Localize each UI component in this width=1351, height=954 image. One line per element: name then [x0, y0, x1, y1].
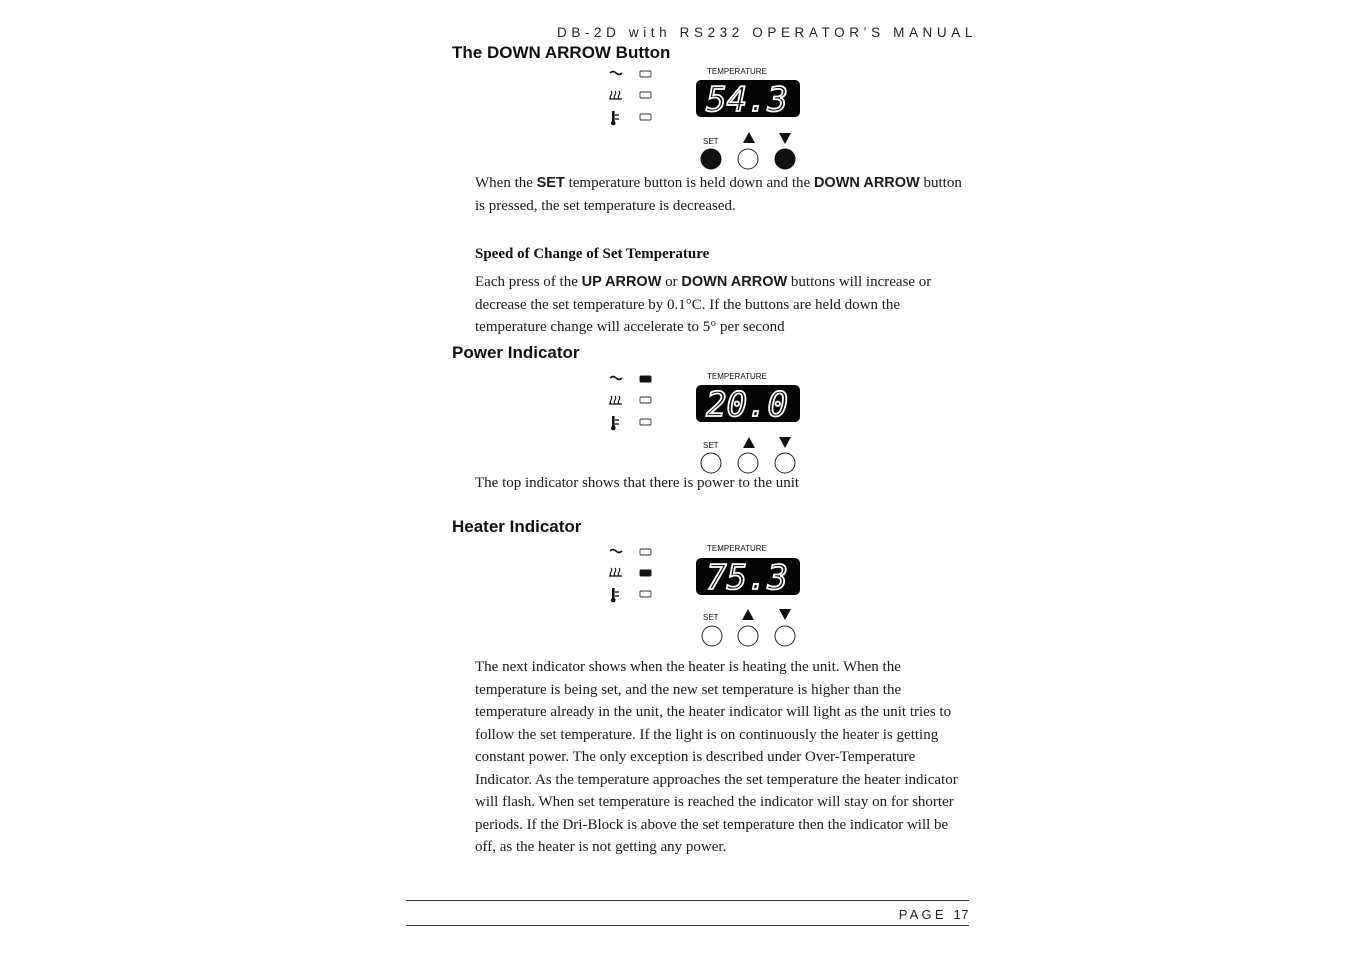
overtemp-indicator-led	[640, 419, 651, 425]
set-button[interactable]	[702, 626, 722, 646]
up-arrow-icon	[742, 609, 754, 620]
page-footer	[899, 907, 969, 922]
power-indicator-led	[640, 71, 651, 77]
heater-symbol-icon	[609, 568, 622, 576]
overtemp-symbol-icon	[611, 416, 619, 430]
power-paragraph: The top indicator shows that there is power to the unit	[475, 475, 800, 491]
display-label: TEMPERATURE	[707, 67, 767, 76]
footer-rule-bottom	[406, 925, 969, 926]
down-arrow-button[interactable]	[775, 453, 795, 473]
heater-paragraph: The next indicator shows when the heater is heating the unit. When the temperature is being set, and the new set temperature is higher than the temperature already in the unit, the heater indicator will light as the unit tries to follow the set temperature. If the light is on continuously the heater is getting constant power. The only exception is described under Over-Temperature Indicator. As the temperature approaches the set temperature the heater indicator will flash. When set temperature is reached the indicator will stay on for shorter periods. If the Dri-Block is above the set temperature then the indicator will be off, as the heater is not getting any power.	[475, 659, 958, 855]
overtemp-symbol-icon	[611, 588, 619, 602]
overtemp-indicator-led	[640, 114, 651, 120]
temperature-readout: 20.0	[706, 385, 788, 425]
set-button[interactable]	[701, 149, 721, 169]
up-arrow-button[interactable]	[738, 453, 758, 473]
heater-indicator-led-on	[640, 570, 651, 576]
heater-indicator-led	[640, 397, 651, 403]
section-heading-heater-indicator: Heater Indicator	[452, 517, 582, 536]
control-panel-power	[600, 367, 810, 477]
set-label: SET	[703, 137, 719, 146]
down-arrow-icon	[779, 609, 791, 620]
speed-subheading: Speed of Change of Set Temperature	[475, 246, 710, 262]
overtemp-symbol-icon	[611, 111, 619, 125]
temperature-readout: 75.3	[706, 558, 788, 598]
up-arrow-icon	[743, 437, 755, 448]
heater-indicator-led	[640, 92, 651, 98]
down-arrow-icon	[779, 133, 791, 144]
section-heading-power-indicator: Power Indicator	[452, 343, 580, 362]
down-arrow-icon	[779, 437, 791, 448]
display-label: TEMPERATURE	[707, 372, 767, 381]
overtemp-indicator-led	[640, 591, 651, 597]
power-indicator-led	[640, 549, 651, 555]
temperature-readout: 54.3	[706, 80, 788, 120]
set-label: SET	[703, 441, 719, 450]
power-symbol-icon	[610, 550, 622, 553]
set-label: SET	[703, 613, 719, 622]
display-label: TEMPERATURE	[707, 544, 767, 553]
heater-symbol-icon	[609, 91, 622, 99]
power-symbol-icon	[610, 72, 622, 75]
up-arrow-button[interactable]	[738, 149, 758, 169]
page-number: 17	[953, 907, 969, 922]
down-arrow-button[interactable]	[775, 149, 795, 169]
control-panel-heater	[600, 540, 810, 650]
control-panel-down-arrow	[600, 62, 810, 172]
section-heading-down-arrow: The DOWN ARROW Button	[452, 43, 671, 62]
footer-rule-top	[406, 900, 969, 901]
set-button[interactable]	[701, 453, 721, 473]
speed-paragraph: Each press of the UP ARROW or DOWN ARROW buttons will increase or decrease the set temperature by 0.1°C. If the buttons are held down the temperature change will accelerate to 5° per second	[475, 274, 932, 335]
down-arrow-button[interactable]	[775, 626, 795, 646]
power-indicator-led-on	[640, 376, 651, 382]
down-arrow-paragraph: When the SET temperature button is held down and the DOWN ARROW button is pressed, the set temperature is decreased.	[475, 175, 962, 214]
up-arrow-button[interactable]	[738, 626, 758, 646]
running-header: DB-2D with RS232 OPERATOR’S MANUAL	[557, 25, 977, 40]
heater-symbol-icon	[609, 396, 622, 404]
power-symbol-icon	[610, 377, 622, 380]
up-arrow-icon	[743, 132, 755, 143]
page-label: PAGE	[898, 907, 947, 922]
